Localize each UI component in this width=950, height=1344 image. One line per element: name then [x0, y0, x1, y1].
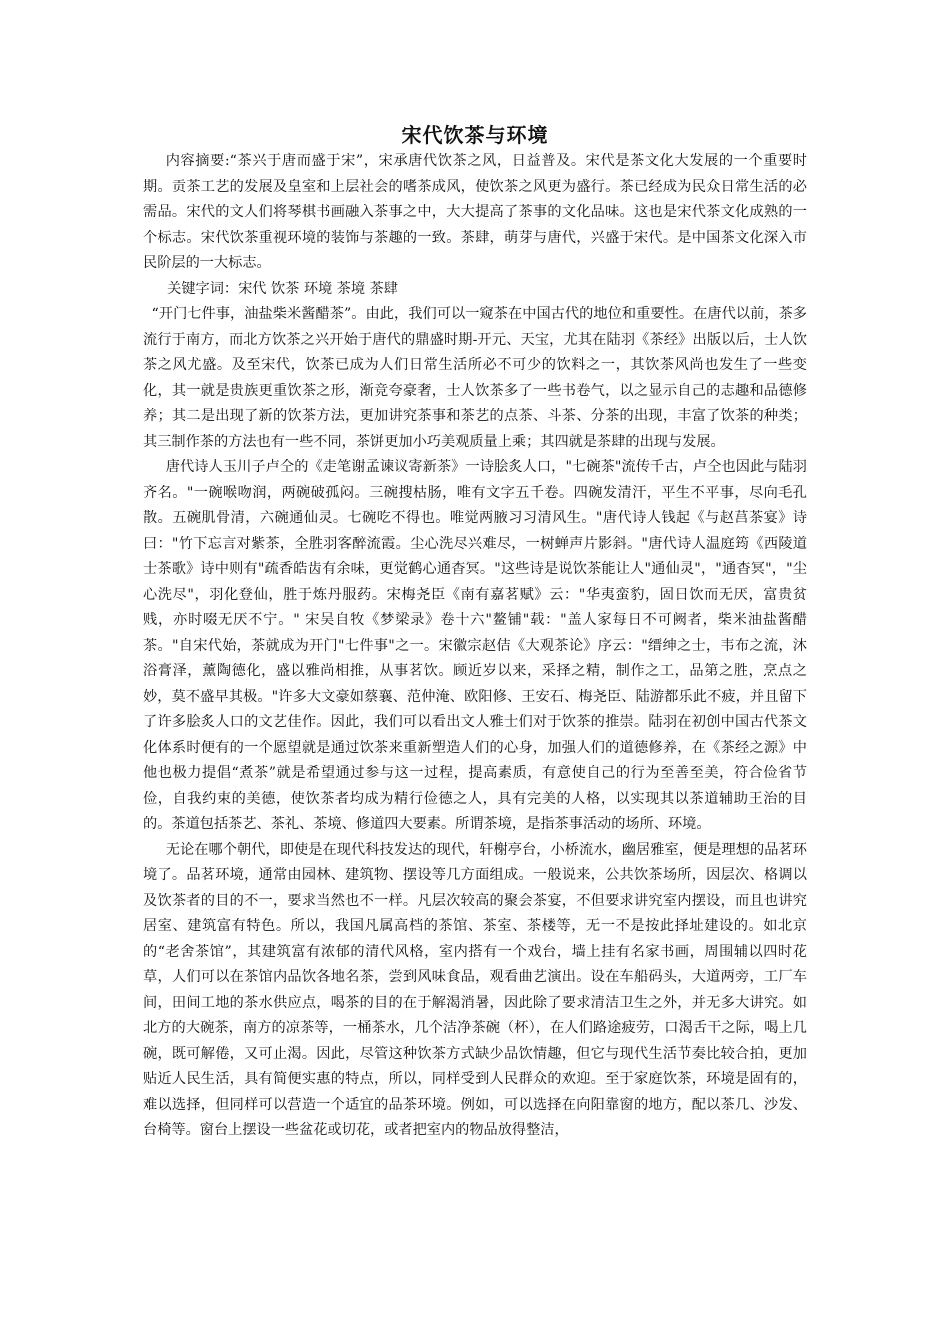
body-paragraph: 唐代诗人玉川子卢仝的《走笔谢孟谏议寄新茶》一诗脍炙人口，"七碗茶"流传千古，卢仝也因此与陆羽齐名。"一碗喉吻润，两碗破孤闷。三碗搜枯肠，唯有文字五千卷。四碗发清汗，平生不平事，尽向毛孔散。五碗肌骨清，六碗通仙灵。七碗吃不得也。唯觉两腋习习清风生。"唐代诗人钱起《与赵莒茶宴》诗曰："竹下忘言对紫茶，全胜羽客醉流霞。尘心洗尽兴难尽，一树蝉声片影斜。"唐代诗人温庭筠《西陵道士茶歌》诗中则有"疏香皓齿有余味，更觉鹤心通杳冥。"这些诗是说饮茶能让人"通仙灵"，"通杳冥"，"尘心洗尽"，羽化登仙，胜于炼丹服药。宋梅尧臣《南有嘉茗赋》云："华夷蛮豹，固日饮而无厌，富贵贫贱，亦时啜无厌不宁。" 宋吴自牧《梦梁录》卷十六"鳌铺"载："盖人家每日不可阙者，柴米油盐酱醋茶。"自宋代始，茶就成为开门"七件事"之一。宋徽宗赵佶《大观茶论》序云："缙绅之士，韦布之流，沐浴膏泽，薰陶德化，盛以雅尚相推，从事茗饮。顾近岁以来，采择之精，制作之工，品第之胜，烹点之妙，莫不盛早其极。"许多大文豪如蔡襄、范仲淹、欧阳修、王安石、梅尧臣、陆游都乐此不疲，并且留下了许多脍炙人口的文艺佳作。因此，我们可以看出文人雅士们对于饮茶的推崇。陆羽在初创中国古代茶文化体系时便有的一个愿望就是通过饮茶来重新塑造人们的心身，加强人们的道德修养，在《茶经之源》中他也极力提倡“煮茶”就是希望通过参与这一过程，提高素质，有意使自己的行为至善至美，符合俭省节俭，自我约束的美德，使饮茶者均成为精行俭德之人，具有完美的人格，以实现其以茶道辅助王治的目的。茶道包括茶艺、茶礼、茶境、修道四大要素。所谓茶境，是指茶事活动的场所、环境。	[143, 459, 807, 832]
body-paragraph: 无论在哪个朝代，即使是在现代科技发达的现代，轩榭亭台，小桥流水，幽居雅室，便是理想的品茗环境了。品茗环境，通常由园林、建筑物、摆设等几方面组成。一般说来，公共饮茶场所，因层次、格调以及饮茶者的目的不一，要求当然也不一样。凡层次较高的聚会茶宴，不但要求讲究室内摆设，而且也讲究居室、建筑富有特色。所以，我国凡属高档的茶馆、茶室、茶楼等，无一不是按此择址建设的。如北京的“老舍茶馆”，其建筑富有浓郁的清代风格，室内搭有一个戏台，墙上挂有名家书画，周围辅以四时花草，人们可以在茶馆内品饮各地名茶，尝到风味食品，观看曲艺演出。设在车船码头，大道两旁，工厂车间，田间工地的茶水供应点，喝茶的目的在于解渴消暑，因此除了要求清洁卫生之外，并无多大讲究。如北方的大碗茶，南方的凉茶等，一桶茶水，几个洁净茶碗（杯），在人们路途疲劳，口渴舌干之际，喝上几碗，既可解倦，又可止渴。因此，尽管这种饮茶方式缺少品饮情趣，但它与现代生活节奏比较合拍，更加贴近人民生活，具有简便实惠的特点，所以，同样受到人民群众的欢迎。至于家庭饮茶，环境是固有的，难以选择，但同样可以营造一个适宜的品茶环境。例如，可以选择在向阳靠窗的地方，配以茶几、沙发、台椅等。窗台上摆设一些盆花或切花，或者把室内的物品放得整洁，	[143, 841, 807, 1138]
keywords-paragraph: 关键字词：宋代 饮茶 环境 茶境 茶肆	[167, 280, 398, 297]
body-paragraph: “开门七件事，油盐柴米酱醋茶”。由此，我们可以一窥茶在中国古代的地位和重要性。在唐代以前，茶多流行于南方，而北方饮茶之兴开始于唐代的鼎盛时期-开元、天宝，尤其在陆羽《茶经》出版以后，士人饮茶之风尤盛。及至宋代，饮茶已成为人们日常生活所必不可少的饮料之一，其饮茶风尚也发生了一些变化，其一就是贵族更重饮茶之形，渐竞夸豪奢，士人饮茶多了一些书卷气，以之显示自己的志趣和品德修养；其二是出现了新的饮茶方法，更加讲究茶事和茶艺的点茶、斗茶、分茶的出现，丰富了饮茶的种类；其三制作茶的方法也有一些不同，茶饼更加小巧美观质量上乘；其四就是茶肆的出现与发展。	[143, 306, 807, 450]
abstract-paragraph: 内容摘要:“茶兴于唐而盛于宋”，宋承唐代饮茶之风，日益普及。宋代是茶文化大发展的一个重要时期。贡茶工艺的发展及皇室和上层社会的嗜茶成风，使饮茶之风更为盛行。茶已经成为民众日常生活的必需品。宋代的文人们将琴棋书画融入茶事之中，大大提高了茶事的文化品味。这也是宋代茶文化成熟的一个标志。宋代饮茶重视环境的装饰与茶趣的一致。茶肆，萌芽与唐代，兴盛于宋代。是中国茶文化深入市民阶层的一大标志。	[143, 153, 807, 271]
document-body	[143, 149, 807, 1144]
document-title: 宋代饮茶与环境	[401, 123, 549, 147]
